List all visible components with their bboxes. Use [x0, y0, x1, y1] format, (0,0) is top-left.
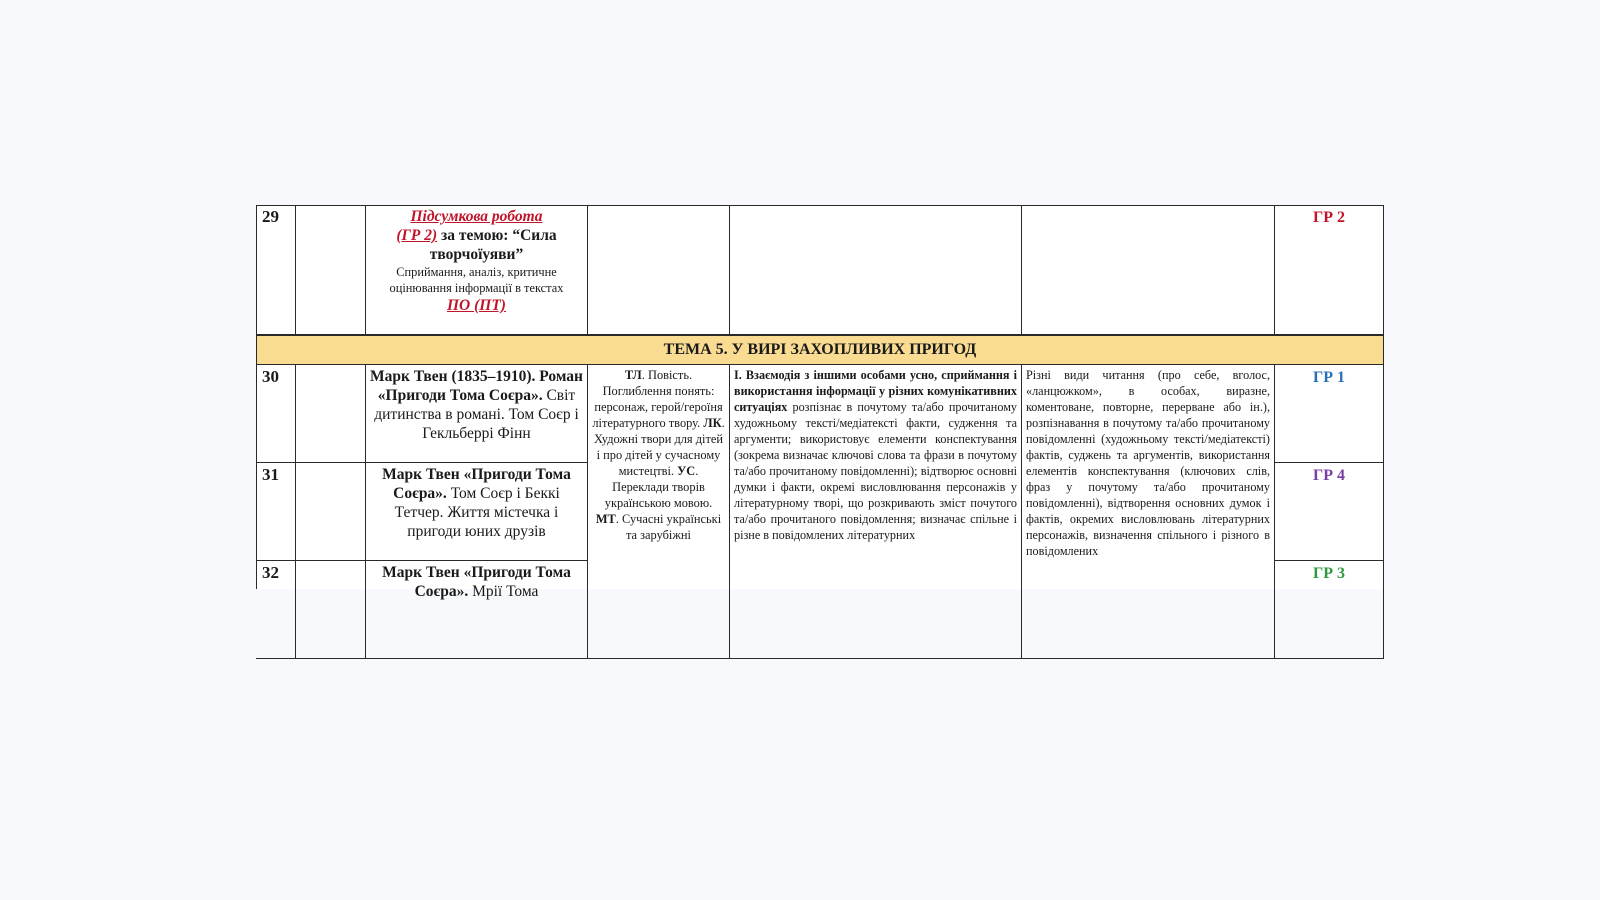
row-32-date: [296, 561, 366, 659]
learning-outcomes-cell: [730, 365, 1022, 659]
topic-5-banner: ТЕМА 5. У ВИРІ ЗАХОПЛИВИХ ПРИГОД: [256, 335, 1384, 365]
row-30-subtitle: Світ дитинства в романі. Том Соєр і Гекльберрі Фінн: [374, 387, 579, 442]
mt-text: . Сучасні українські та зарубіжні: [615, 512, 722, 542]
row-30-number: 30: [256, 365, 296, 463]
row-29-activities: [1022, 205, 1275, 335]
row-32-subtitle: Мрії Тома: [468, 583, 539, 600]
gr2-link[interactable]: (ГР 2): [396, 227, 438, 244]
mt-label: МТ: [595, 512, 616, 526]
row-31-subtitle: Том Соєр і Беккі Тетчер. Життя містечка і пригоди юних друзів: [394, 485, 560, 540]
row-29-outcomes: [730, 205, 1022, 335]
row-32-topic: [366, 561, 588, 659]
us-label: УС: [677, 464, 696, 478]
us-text: . Переклади творів українською мовою.: [604, 464, 713, 510]
row-29-description: Сприймання, аналіз, критичне оцінювання інформації в текстах: [389, 265, 564, 295]
theory-concepts-cell: [588, 365, 730, 659]
row-29-topic: [366, 205, 588, 335]
row-31-group-badge: ГР 4: [1275, 463, 1384, 561]
row-31-title: Марк Твен «Пригоди Тома Соєра».: [382, 466, 571, 502]
row-31-number: 31: [256, 463, 296, 561]
tl-label: ТЛ: [624, 368, 642, 382]
lk-label: ЛК: [703, 416, 722, 430]
activities-cell: [1022, 365, 1275, 659]
row-29-date: [296, 205, 366, 335]
row-32-number: 32: [256, 561, 296, 659]
row-31-date: [296, 463, 366, 561]
lk-text: . Художні твори для дітей і про дітей у сучасному мистецтві.: [593, 416, 725, 478]
outcomes-heading: І. Взаємодія з іншими особами усно, сприймання і використання інформації у різних комунікативних ситуаціях: [734, 368, 1017, 414]
row-29-title: за темою: “Сила творчоїуяви”: [429, 227, 557, 263]
activities-text: Різні види читання (про себе, вголос, «ланцюжком», в особах, виразне, коментоване, повторне, перерване або ін.), розпізнавання в почутому та/або прочитаному повідомленні (художньому тексті/медіатексті) фактів, суджень та аргументів, використання елементів конспектування (ключових слів, фраз у почутому та/або прочитаному повідомленні), відтворення основних думок і фактів, окремих висловлювань літературних персонажів, визначення спільного і різного в повідомлених: [1026, 368, 1270, 558]
outcomes-text: розпізнає в почутому та/або прочитаному художньому тексті/медіатексті факти, судження та аргументи; використовує елементи конспектування (зокрема визначає ключові слова та фрази в почутому та/або прочитаному повідомленні); відтворює основні думки і факти, окремі висловлювання персонажів у літературному творі, що розкривають зміст почутого та/або прочитаного повідомлення; визначає спільне і різне в повідомлених літературних: [734, 400, 1017, 542]
row-29-number: 29: [256, 205, 296, 335]
po-pt-link[interactable]: ПО (ПТ): [447, 297, 506, 314]
row-30-title: Марк Твен (1835–1910). Роман «Пригоди Тома Соєра».: [370, 368, 583, 404]
row-30-group-badge: ГР 1: [1275, 365, 1384, 463]
document-page: [256, 205, 1384, 600]
row-32-title: Марк Твен «Пригоди Тома Соєра».: [382, 564, 571, 600]
row-30-date: [296, 365, 366, 463]
summary-work-link[interactable]: Підсумкова робота: [410, 208, 543, 225]
row-30-topic: [366, 365, 588, 463]
row-32-group-badge: ГР 3: [1275, 561, 1384, 659]
tl-text: . Повість. Поглиблення понять: персонаж, герой/героїня літературного твору.: [592, 368, 723, 430]
row-29-group-badge: ГР 2: [1275, 205, 1384, 335]
row-31-topic: [366, 463, 588, 561]
row-29-concepts: [588, 205, 730, 335]
